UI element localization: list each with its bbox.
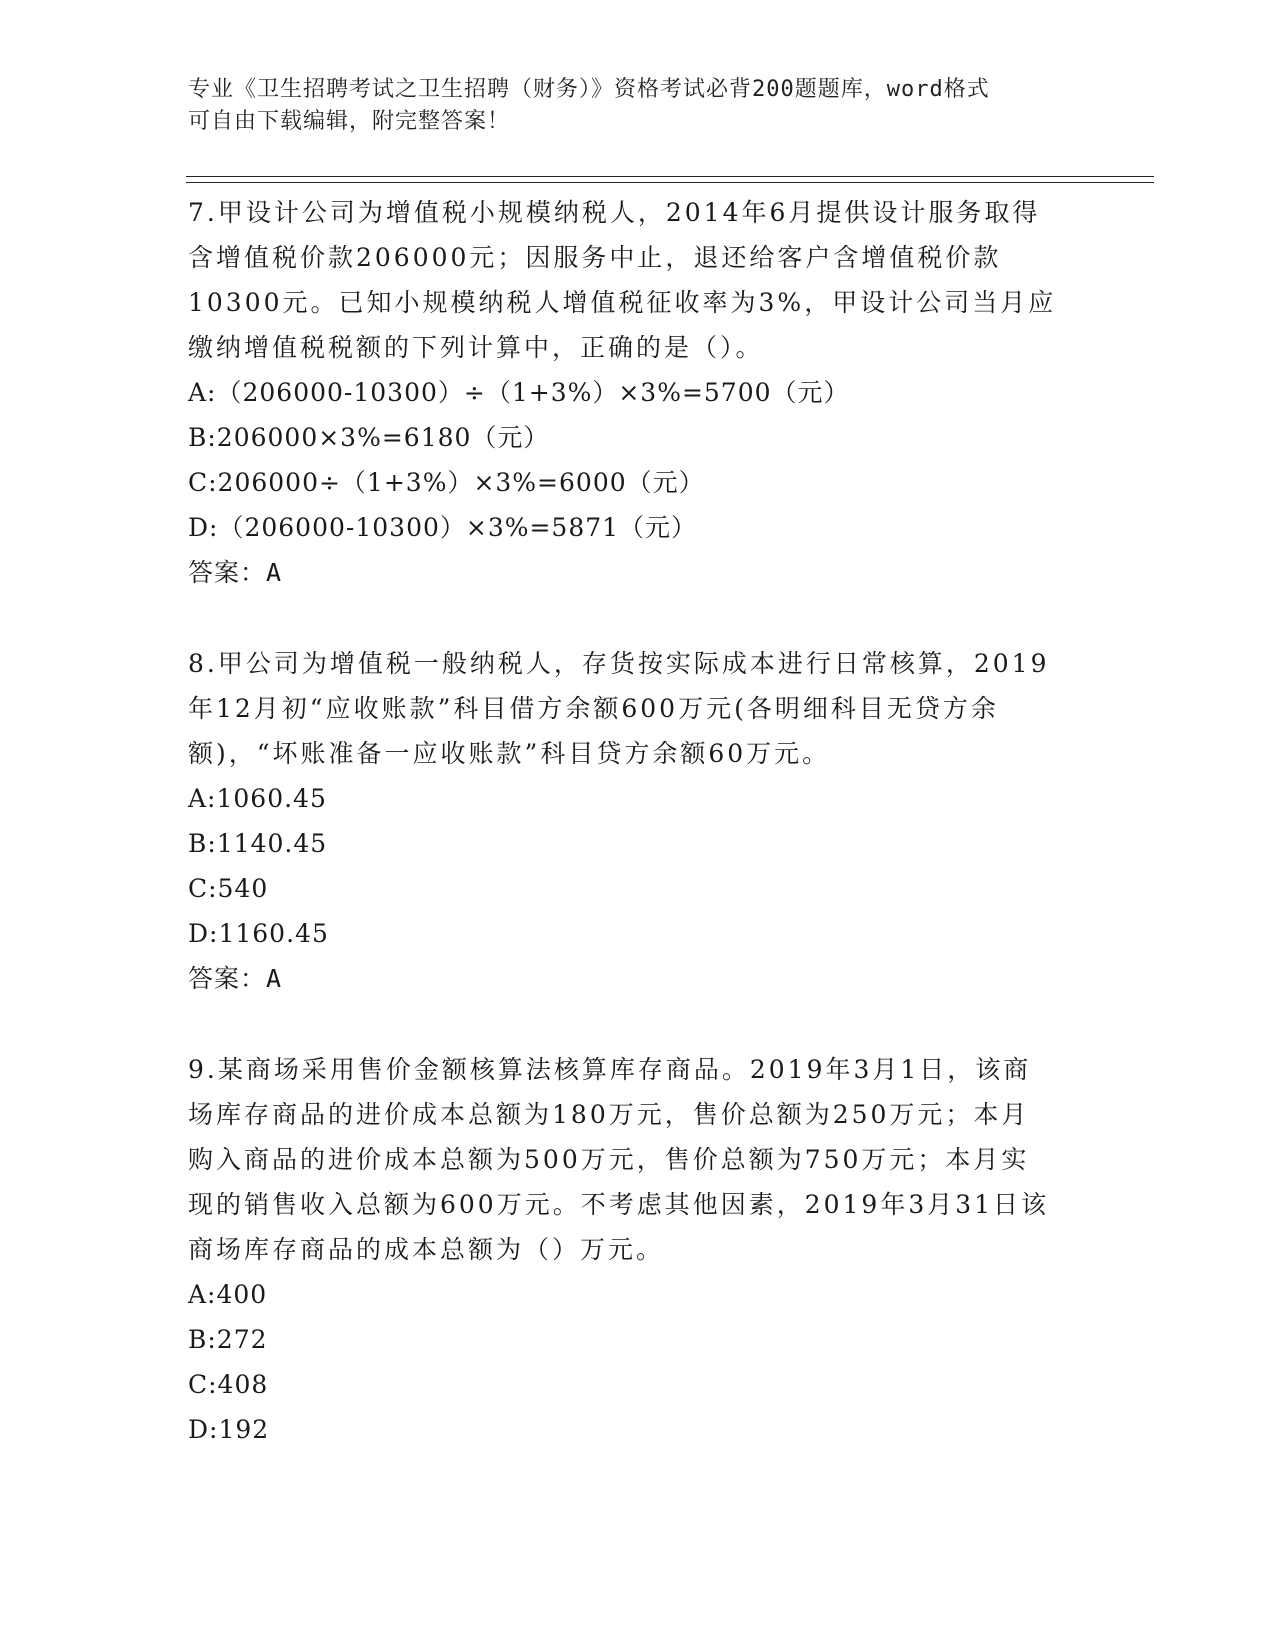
option-b: B:1140.45 (188, 829, 328, 858)
answer-line: 答案：A (188, 558, 283, 587)
document-header (188, 74, 1068, 138)
question-7 (188, 190, 1088, 595)
header-title-line-1: 专业《卫生招聘考试之卫生招聘（财务）》资格考试必背200题题库，word格式 (188, 77, 990, 102)
option-c: C:206000÷（1+3%）×3%=6000（元） (188, 468, 705, 497)
answer-line: 答案：A (188, 964, 283, 993)
option-a: A:1060.45 (188, 784, 327, 813)
header-divider-bottom (186, 182, 1154, 183)
option-list (188, 1272, 1088, 1452)
option-list (188, 776, 1088, 956)
question-stem: 8.甲公司为增值税一般纳税人，存货按实际成本进行日常核算，2019 年12月初“应收账款”科目借方余额600万元(各明细科目无贷方余 额)，“坏账准备一应收账款”科目贷方余额60万元。 (188, 649, 1050, 768)
option-b: B:272 (188, 1325, 268, 1354)
option-a: A:400 (188, 1280, 268, 1309)
question-9 (188, 1047, 1088, 1452)
option-b: B:206000×3%=6180（元） (188, 423, 550, 452)
option-d: D:（206000-10300）×3%=5871（元） (188, 513, 698, 542)
option-d: D:1160.45 (188, 919, 329, 948)
question-stem: 9.某商场采用售价金额核算法核算库存商品。2019年3月1日，该商 场库存商品的进价成本总额为180万元，售价总额为250万元；本月 购入商品的进价成本总额为500万元，售价总额为750万元；本月实 现的销售收入总额为600万元。不考虑其他因素，2019年3月31日该 商场库存商品的成本总额为（）万元。 (188, 1055, 1050, 1264)
option-a: A:（206000-10300）÷（1+3%）×3%=5700（元） (188, 378, 850, 407)
option-c: C:408 (188, 1370, 269, 1399)
header-divider-top (186, 176, 1154, 177)
option-c: C:540 (188, 874, 269, 903)
question-stem: 7.甲设计公司为增值税小规模纳税人，2014年6月提供设计服务取得 含增值税价款206000元；因服务中止，退还给客户含增值税价款 10300元。已知小规模纳税人增值税征收率为3%，甲设计公司当月应 缴纳增值税税额的下列计算中，正确的是（）。 (188, 198, 1057, 362)
header-title-line-2: 可自由下载编辑，附完整答案！ (188, 109, 511, 134)
question-list (188, 190, 1088, 1498)
option-d: D:192 (188, 1415, 270, 1444)
question-8 (188, 641, 1088, 1001)
option-list (188, 370, 1088, 550)
